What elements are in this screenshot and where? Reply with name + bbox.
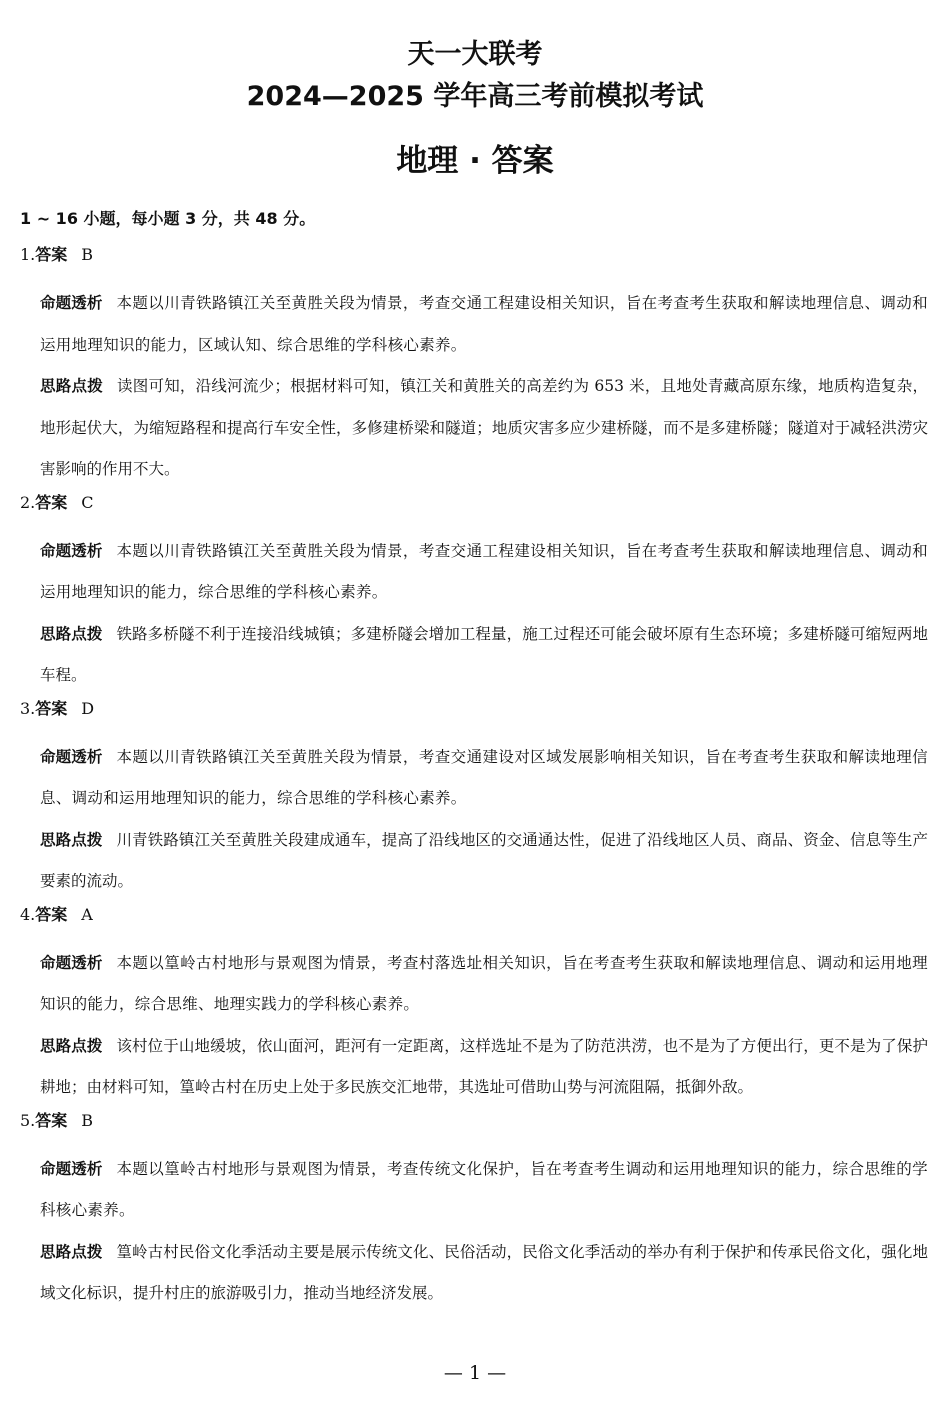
answer-value: D: [81, 698, 95, 718]
answer-value: C: [81, 492, 94, 512]
question-number: 5.: [20, 1110, 36, 1130]
analysis-label: 命题透析: [40, 541, 103, 560]
answer-value: A: [81, 904, 93, 924]
question-header: [20, 1109, 930, 1149]
hint-text: 铁路多桥隧不利于连接沿线城镇；多建桥隧会增加工程量，施工过程还可能会破坏原有生态环境；多建桥隧可缩短两地车程。: [40, 624, 928, 684]
analysis-paragraph: [40, 737, 928, 820]
hint-label: 思路点拨: [40, 830, 103, 849]
hint-text: 该村位于山地缓坡，依山面河，距河有一定距离，这样选址不是为了防范洪涝，也不是为了方便出行，更不是为了保护耕地；由材料可知，篁岭古村在历史上处于多民族交汇地带，其选址可借助山势与河流阻隔，抵御外敌。: [40, 1036, 928, 1096]
answer-value: B: [81, 1110, 94, 1130]
hint-text: 川青铁路镇江关至黄胜关段建成通车，提高了沿线地区的交通通达性，促进了沿线地区人员、商品、资金、信息等生产要素的流动。: [40, 830, 928, 890]
question-header: [20, 243, 930, 283]
org-title: 天一大联考: [407, 39, 543, 70]
analysis-paragraph: [40, 283, 928, 366]
answer-content: [20, 207, 930, 1315]
analysis-label: 命题透析: [40, 294, 103, 312]
hint-paragraph: [40, 366, 928, 491]
analysis-text: 本题以川青铁路镇江关至黄胜关段为情景，考查交通工程建设相关知识，旨在考查考生获取和解读地理信息、调动和运用地理知识的能力，区域认知、综合思维的学科核心素养。: [40, 294, 928, 354]
question-4: [20, 903, 930, 1109]
hint-paragraph: [40, 1026, 928, 1109]
answer-label: 答案: [35, 904, 68, 924]
question-header: [20, 491, 930, 531]
question-2: [20, 491, 930, 697]
question-number: 2.: [20, 492, 36, 512]
question-3: [20, 697, 930, 903]
analysis-paragraph: [40, 943, 928, 1026]
question-number: 4.: [20, 904, 36, 924]
hint-label: 思路点拨: [40, 1242, 103, 1261]
hint-text: 篁岭古村民俗文化季活动主要是展示传统文化、民俗活动，民俗文化季活动的举办有利于保护和传承民俗文化，强化地域文化标识，提升村庄的旅游吸引力，推动当地经济发展。: [40, 1242, 928, 1302]
analysis-text: 本题以川青铁路镇江关至黄胜关段为情景，考查交通建设对区域发展影响相关知识，旨在考查考生获取和解读地理信息、调动和运用地理知识的能力，综合思维的学科核心素养。: [40, 747, 928, 807]
question-number: 1.: [20, 245, 36, 264]
page-number: — 1 —: [443, 1362, 507, 1384]
hint-paragraph: [40, 614, 928, 697]
question-1: [20, 243, 930, 491]
answer-label: 答案: [35, 1110, 68, 1130]
hint-paragraph: [40, 820, 928, 903]
hint-label: 思路点拨: [40, 377, 103, 395]
analysis-text: 本题以篁岭古村地形与景观图为情景，考查传统文化保护，旨在考查考生调动和运用地理知识的能力，综合思维的学科核心素养。: [40, 1159, 928, 1219]
hint-label: 思路点拨: [40, 624, 103, 643]
hint-label: 思路点拨: [40, 1036, 103, 1055]
answer-label: 答案: [35, 245, 68, 264]
answer-label: 答案: [35, 492, 68, 512]
analysis-text: 本题以篁岭古村地形与景观图为情景，考查村落选址相关知识，旨在考查考生获取和解读地理信息、调动和运用地理知识的能力，综合思维、地理实践力的学科核心素养。: [40, 953, 928, 1013]
exam-title: 2024—2025 学年高三考前模拟考试: [246, 81, 704, 112]
analysis-label: 命题透析: [40, 953, 103, 972]
subject-title: 地理 · 答案: [396, 143, 554, 179]
question-5: [20, 1109, 930, 1315]
hint-text: 读图可知，沿线河流少；根据材料可知，镇江关和黄胜关的高差约为 653 米，且地处青藏高原东缘，地质构造复杂，地形起伏大，为缩短路程和提高行车安全性，多修建桥梁和隧道；地质灾害多应少建桥隧，而不是多建桥隧；隧道对于减轻洪涝灾害影响的作用不大。: [40, 377, 928, 478]
analysis-text: 本题以川青铁路镇江关至黄胜关段为情景，考查交通工程建设相关知识，旨在考查考生获取和解读地理信息、调动和运用地理知识的能力，综合思维的学科核心素养。: [40, 541, 928, 601]
scoring-intro: 1 ~ 16 小题，每小题 3 分，共 48 分。: [20, 209, 316, 228]
question-header: [20, 697, 930, 737]
analysis-paragraph: [40, 531, 928, 614]
analysis-label: 命题透析: [40, 1159, 103, 1178]
analysis-paragraph: [40, 1149, 928, 1232]
question-header: [20, 903, 930, 943]
hint-paragraph: [40, 1232, 928, 1315]
question-number: 3.: [20, 698, 36, 718]
answer-value: B: [81, 245, 94, 264]
answer-label: 答案: [35, 698, 68, 718]
analysis-label: 命题透析: [40, 747, 103, 766]
